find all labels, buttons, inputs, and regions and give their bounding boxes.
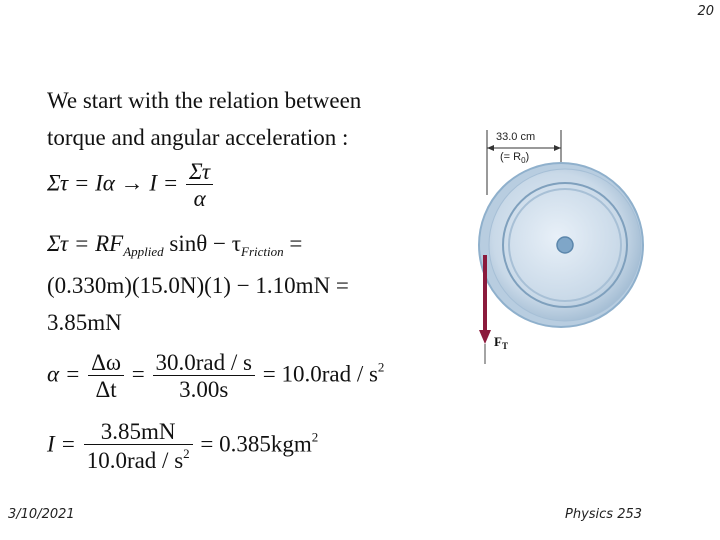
eq5-rhs: = 10.0rad / s xyxy=(262,361,378,387)
equation-angular-acceleration xyxy=(47,351,384,401)
dimension-label: 33.0 cm xyxy=(496,131,536,143)
eq6-denominator xyxy=(84,445,193,472)
equation-torque-inertia xyxy=(47,160,215,210)
eq5-denominator-2: 3.00s xyxy=(179,377,229,402)
eq6-numerator: 3.85mN xyxy=(84,420,193,445)
eq6-denominator-sup: 2 xyxy=(183,446,190,461)
eq2-sub-applied: Applied xyxy=(123,244,164,259)
eq5-numerator-1: Δω xyxy=(88,351,124,376)
dimension-arrowhead-right xyxy=(554,145,561,151)
intro-line-1: We start with the relation between xyxy=(47,88,362,113)
equation-torque-values: (0.330m)(15.0N)(1) − 1.10mN = xyxy=(47,273,349,298)
force-arrowhead xyxy=(479,330,491,344)
eq2-part-a: Στ = RF xyxy=(47,231,124,256)
intro-line-2: torque and angular acceleration : xyxy=(47,125,349,150)
page-number: 20 xyxy=(697,4,714,19)
eq1-fraction xyxy=(186,160,213,210)
eq6-denominator-text: 10.0rad / s xyxy=(86,448,184,473)
eq5-fraction-2 xyxy=(153,351,255,401)
eq2-part-b: sinθ − τ xyxy=(163,231,241,256)
equation-net-torque xyxy=(47,232,302,258)
eq5-denominator-1: Δt xyxy=(95,377,117,402)
footer-course: Physics 253 xyxy=(565,507,643,522)
eq6-rhs-sup: 2 xyxy=(311,429,319,445)
eq6-rhs: = 0.385kgm xyxy=(200,431,312,457)
radius-label: (= $R_0$) xyxy=(500,151,530,165)
eq5-numerator-2: 30.0rad / s xyxy=(153,351,255,376)
footer-date: 3/10/2021 xyxy=(8,507,75,522)
equation-torque-result: 3.85mN xyxy=(47,310,122,335)
eq5-fraction-1 xyxy=(88,351,124,401)
equation-moment-of-inertia xyxy=(47,420,318,472)
eq2-sub-friction: Friction xyxy=(241,244,284,259)
dimension-arrowhead-left xyxy=(487,145,494,151)
eq5-equals: = xyxy=(131,361,145,387)
eq5-lhs: α = xyxy=(47,361,81,387)
force-label: $F_T$ xyxy=(494,334,508,351)
eq6-lhs: I = xyxy=(47,431,76,457)
eq1-denominator: α xyxy=(193,186,206,211)
eq1-numerator: Στ xyxy=(186,160,213,185)
wheel-figure xyxy=(470,120,660,370)
eq6-fraction xyxy=(84,420,193,472)
eq5-rhs-sup: 2 xyxy=(377,359,385,375)
wheel-axle xyxy=(557,237,573,253)
eq1-lhs: Στ = Iα → I = xyxy=(47,170,179,196)
eq2-part-c: = xyxy=(283,231,303,256)
